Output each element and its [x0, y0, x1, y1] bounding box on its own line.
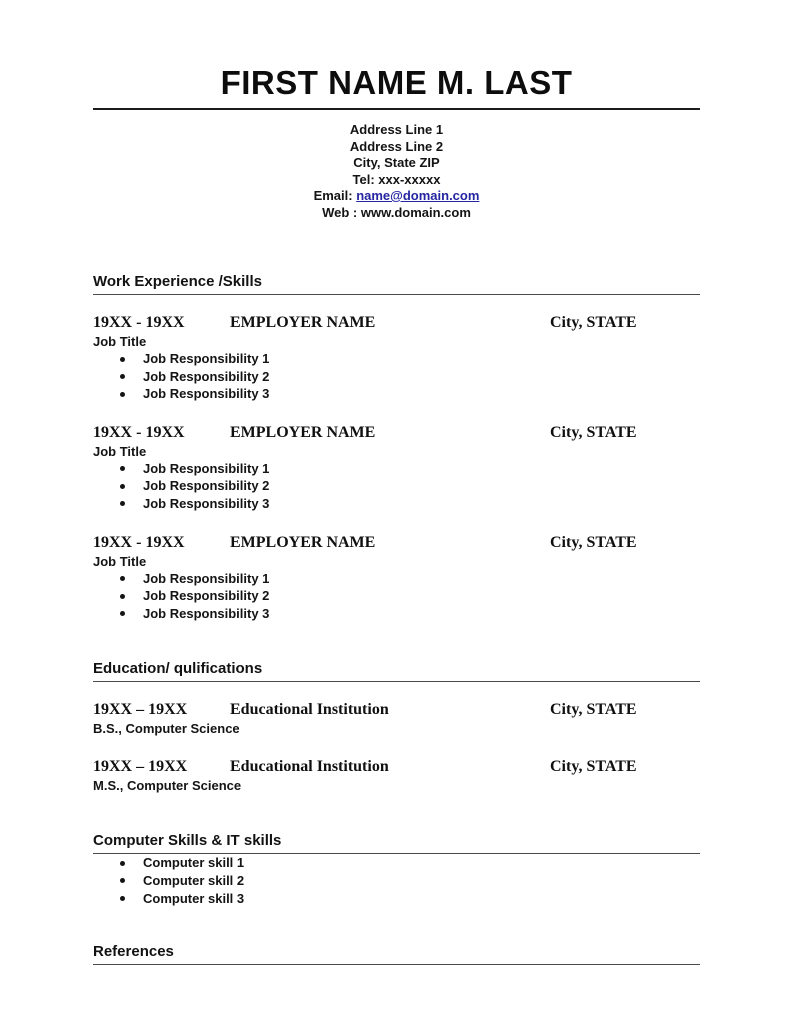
work-location: City, STATE: [550, 423, 637, 441]
list-item: Job Responsibility 1: [143, 460, 700, 478]
work-entry-row: [93, 314, 700, 332]
list-item: Job Responsibility 1: [143, 570, 700, 588]
list-item: Computer skill 1: [143, 854, 700, 872]
section-computer-skills: [93, 832, 700, 907]
references-section-heading: References: [93, 943, 700, 965]
work-entry: [93, 314, 700, 403]
education-entry-row: [93, 701, 700, 719]
page-content: [93, 0, 700, 965]
email-link[interactable]: name@domain.com: [356, 188, 480, 203]
list-item: Job Responsibility 3: [143, 605, 700, 623]
list-item: Job Responsibility 1: [143, 350, 700, 368]
section-work-experience: [93, 273, 700, 622]
list-item: Job Responsibility 2: [143, 477, 700, 495]
education-location: City, STATE: [550, 701, 637, 719]
section-education: [93, 660, 700, 794]
telephone: Tel: xxx-xxxxx: [352, 171, 441, 187]
education-degree: B.S., Computer Science: [93, 721, 240, 737]
work-location: City, STATE: [550, 533, 637, 551]
list-item: Job Responsibility 3: [143, 495, 700, 513]
computer-skill-list: [93, 854, 700, 907]
education-section-heading: Education/ qulifications: [93, 660, 700, 682]
work-responsibility-list: [93, 350, 700, 403]
education-entry-row: [93, 758, 700, 776]
work-entry: [93, 534, 700, 623]
list-item: Computer skill 3: [143, 890, 700, 908]
list-item: Job Responsibility 2: [143, 587, 700, 605]
education-institution: Educational Institution: [230, 701, 389, 719]
page-title: FIRST NAME M. LAST: [220, 64, 573, 101]
work-employer: EMPLOYER NAME: [230, 533, 376, 551]
list-item: Job Responsibility 2: [143, 368, 700, 386]
city-state-zip: City, State ZIP: [353, 155, 440, 170]
contact-block: [93, 122, 700, 221]
address-line-2: Address Line 2: [349, 138, 444, 154]
skills-section-heading: Computer Skills & IT skills: [93, 832, 700, 854]
work-job-title: Job Title: [93, 553, 147, 569]
work-entry: [93, 424, 700, 513]
work-job-title: Job Title: [93, 443, 147, 459]
work-entry-row: [93, 424, 700, 442]
education-dates: 19XX – 19XX: [93, 701, 188, 719]
education-location: City, STATE: [550, 758, 637, 776]
work-responsibility-list: [93, 460, 700, 513]
work-responsibility-list: [93, 570, 700, 623]
email-line: [93, 188, 700, 205]
work-employer: EMPLOYER NAME: [230, 314, 376, 331]
education-entry: [93, 701, 700, 737]
address-line-1: Address Line 1: [349, 122, 444, 137]
work-dates: 19XX - 19XX: [93, 423, 185, 441]
work-employer: EMPLOYER NAME: [230, 423, 376, 441]
education-dates: 19XX – 19XX: [93, 758, 188, 776]
work-job-title: Job Title: [93, 334, 147, 349]
education-institution: Educational Institution: [230, 758, 389, 776]
title-rule: [93, 108, 700, 110]
list-item: Job Responsibility 3: [143, 385, 700, 403]
work-location: City, STATE: [550, 314, 637, 331]
web-line: Web : www.domain.com: [322, 204, 471, 220]
work-section-heading: Work Experience /Skills: [93, 273, 700, 295]
work-dates: 19XX - 19XX: [93, 533, 185, 551]
education-entry: [93, 758, 700, 794]
section-references: [93, 943, 700, 965]
education-degree: M.S., Computer Science: [93, 778, 242, 794]
work-entry-row: [93, 534, 700, 552]
list-item: Computer skill 2: [143, 872, 700, 890]
email-label: Email:: [313, 188, 357, 203]
work-dates: 19XX - 19XX: [93, 314, 185, 331]
